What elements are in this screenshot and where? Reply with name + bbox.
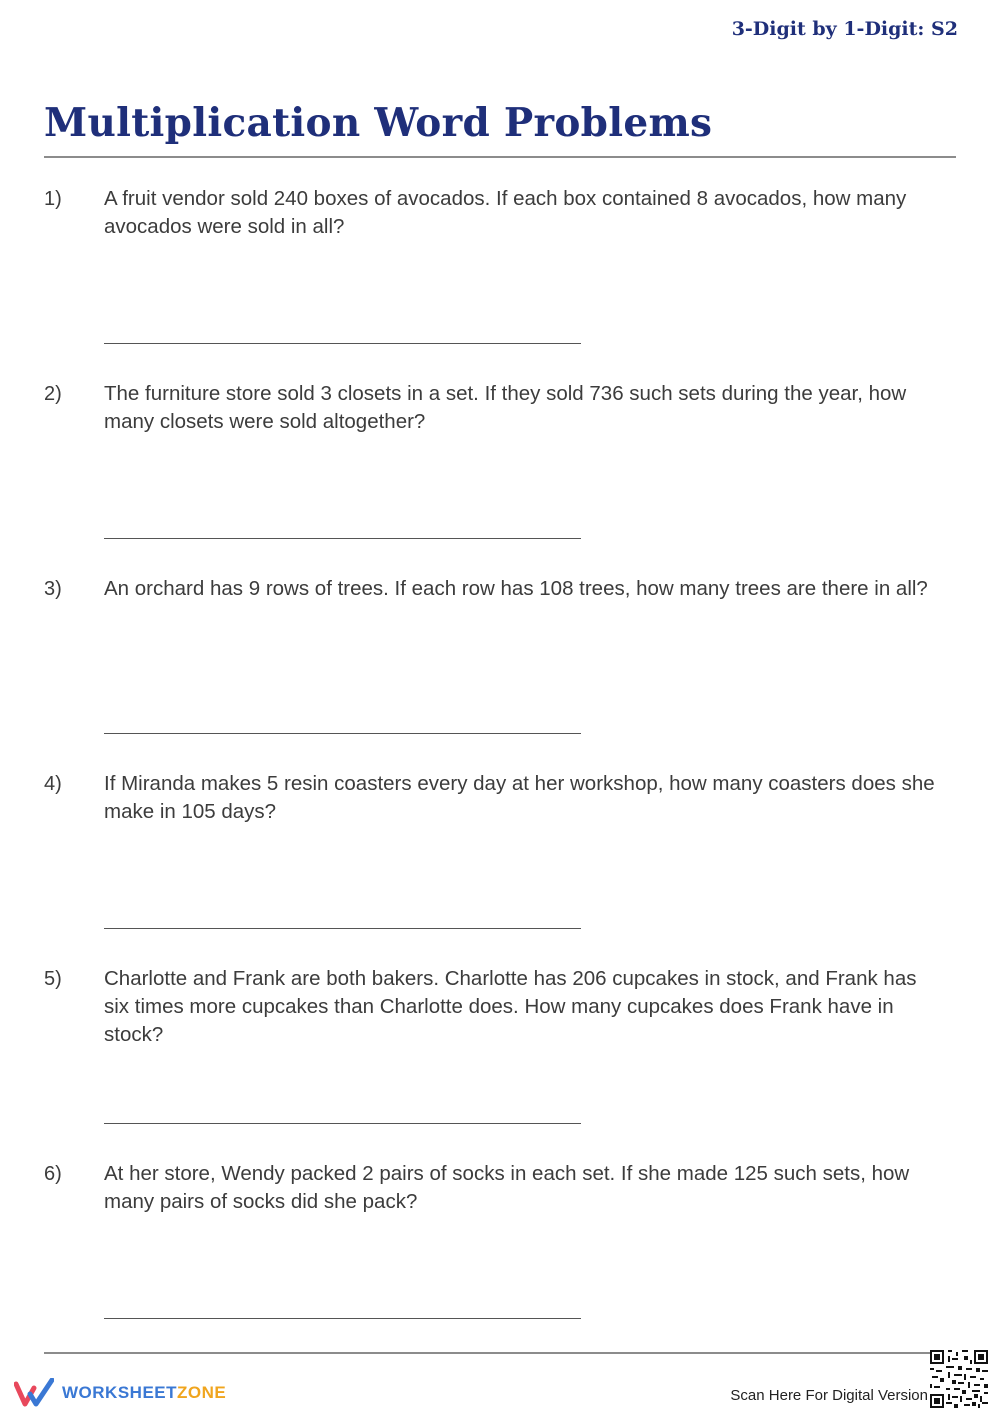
problem-6 [44, 1160, 944, 1340]
problem-text: Charlotte and Frank are both bakers. Charlotte has 206 cupcakes in stock, and Frank has six times more cupcakes than Charlotte does. How many cupcakes does Frank have in stock? [104, 967, 917, 1046]
problem-number: 3) [44, 578, 62, 600]
brand-name [62, 1383, 226, 1403]
answer-line[interactable] [104, 928, 581, 929]
answer-line[interactable] [104, 538, 581, 539]
problem-text: An orchard has 9 rows of trees. If each row has 108 trees, how many trees are there in all? [104, 577, 928, 600]
problem-5 [44, 965, 944, 1145]
brand-name-part2: ZONE [177, 1383, 227, 1402]
problem-number: 5) [44, 968, 62, 990]
problem-2 [44, 380, 944, 560]
footer-divider [44, 1352, 956, 1354]
problem-text: If Miranda makes 5 resin coasters every day at her workshop, how many coasters does she make in 105 days? [104, 772, 935, 823]
problem-number: 1) [44, 188, 62, 210]
problem-3 [44, 575, 944, 755]
page-title: Multiplication Word Problems [44, 100, 713, 146]
problem-4 [44, 770, 944, 950]
brand-logo[interactable] [14, 1378, 226, 1408]
problem-number: 4) [44, 773, 62, 795]
problem-1 [44, 185, 944, 365]
qr-code-icon[interactable] [930, 1350, 988, 1408]
problem-number: 2) [44, 383, 62, 405]
answer-line[interactable] [104, 1123, 581, 1124]
scan-instruction: Scan Here For Digital Version [730, 1387, 928, 1404]
brand-name-part1: WORKSHEET [62, 1383, 177, 1402]
problem-number: 6) [44, 1163, 62, 1185]
title-divider [44, 156, 956, 158]
answer-line[interactable] [104, 1318, 581, 1319]
problem-text: At her store, Wendy packed 2 pairs of socks in each set. If she made 125 such sets, how many pairs of socks did she pack? [104, 1162, 910, 1213]
worksheet-level-tag: 3-Digit by 1-Digit: S2 [731, 18, 958, 40]
answer-line[interactable] [104, 733, 581, 734]
answer-line[interactable] [104, 343, 581, 344]
problem-text: The furniture store sold 3 closets in a set. If they sold 736 such sets during the year, how many closets were sold altogether? [104, 382, 907, 433]
worksheetzone-logo-icon [14, 1378, 54, 1408]
problem-text: A fruit vendor sold 240 boxes of avocados. If each box contained 8 avocados, how many avocados were sold in all? [104, 187, 907, 238]
